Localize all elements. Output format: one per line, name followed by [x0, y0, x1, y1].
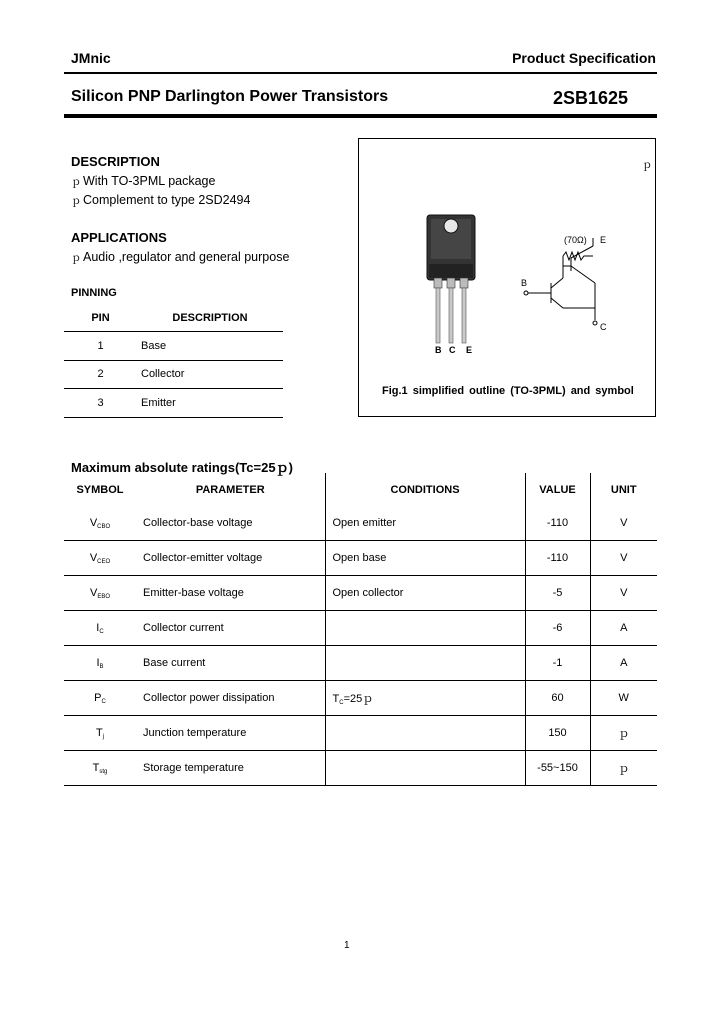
collector-terminal-icon — [593, 321, 597, 325]
pin-column-header: PIN — [64, 304, 137, 332]
rating-value: -110 — [525, 541, 590, 576]
symbol-emitter-label: E — [600, 235, 607, 245]
rating-unit: A — [590, 646, 657, 681]
pin-number: 2 — [64, 360, 137, 389]
rating-symbol: $V_{CBO}$ — [64, 506, 136, 541]
ratings-title: Maximum absolute ratings(Tc=25ｐ) — [71, 460, 293, 475]
header-divider — [64, 72, 657, 74]
bullet-icon: ｐ — [71, 253, 81, 264]
ratings-header-row — [64, 473, 657, 506]
symbol-base-label: B — [521, 278, 528, 288]
title-divider — [64, 114, 657, 118]
rating-unit: ｐ — [590, 751, 657, 786]
parameter-column-header: PARAMETER — [195, 483, 265, 496]
rating-value: 150 — [525, 716, 590, 751]
rating-value: 60 — [525, 681, 590, 716]
rating-unit: ｐ — [590, 716, 657, 751]
rating-symbol: $I_C$ — [64, 611, 136, 646]
ratings-table — [64, 473, 657, 786]
rating-conditions: Open collector — [325, 576, 525, 611]
table-row — [64, 360, 283, 389]
rating-unit: V — [590, 541, 657, 576]
rating-value: -110 — [525, 506, 590, 541]
pin-number: 3 — [64, 389, 137, 418]
pin-number: 1 — [64, 332, 137, 361]
rating-parameter: Collector-emitter voltage — [136, 541, 325, 576]
value-column-header: VALUE — [525, 473, 590, 506]
rating-symbol: $V_{EBO}$ — [64, 576, 136, 611]
rating-symbol: $T_j$ — [64, 716, 136, 751]
rating-conditions — [325, 751, 525, 786]
package-pin-label: C — [449, 345, 456, 355]
applications-heading: APPLICATIONS — [71, 230, 167, 245]
bullet-icon: ｐ — [71, 196, 81, 207]
table-row — [64, 681, 657, 716]
rating-parameter: Emitter-base voltage — [136, 576, 325, 611]
table-row — [64, 506, 657, 541]
rating-unit: A — [590, 611, 657, 646]
package-pin-label: E — [466, 345, 473, 355]
table-row — [64, 646, 657, 681]
figure-caption: Fig.1 simplified outline (TO-3PML) and symbol — [382, 385, 634, 397]
description-item: ｐ Complement to type 2SD2494 — [71, 193, 251, 207]
table-row — [64, 751, 657, 786]
description-heading: DESCRIPTION — [71, 154, 160, 169]
rating-unit: V — [590, 506, 657, 541]
symbol-column-header: SYMBOL — [76, 483, 124, 496]
table-row — [64, 541, 657, 576]
rating-conditions: $T_C=25p$ — [325, 681, 525, 716]
rating-parameter: Collector-base voltage — [136, 506, 325, 541]
symbol-collector-label: C — [600, 322, 607, 332]
rating-symbol: $P_C$ — [64, 681, 136, 716]
pinning-table — [64, 304, 283, 418]
rating-unit: V — [590, 576, 657, 611]
applications-item: ｐ Audio ,regulator and general purpose — [71, 250, 290, 264]
package-pin-label: B — [435, 345, 442, 355]
rating-parameter: Storage temperature — [136, 751, 325, 786]
pin-description: Collector — [137, 360, 283, 389]
rating-conditions: Open emitter — [325, 506, 525, 541]
resistor-value-label: (70Ω) — [564, 235, 587, 245]
rating-symbol: $V_{CEO}$ — [64, 541, 136, 576]
base-terminal-icon — [524, 291, 528, 295]
table-row — [64, 576, 657, 611]
rating-parameter: Base current — [136, 646, 325, 681]
rating-value: -5 — [525, 576, 590, 611]
table-row — [64, 716, 657, 751]
table-row — [64, 611, 657, 646]
rating-conditions — [325, 646, 525, 681]
pinning-heading: PINNING — [71, 287, 117, 299]
table-row — [64, 332, 283, 361]
rating-value: -6 — [525, 611, 590, 646]
pin-description: Base — [137, 332, 283, 361]
pinning-header-row — [64, 304, 283, 332]
pin-description-column-header: DESCRIPTION — [137, 304, 283, 332]
rating-parameter: Junction temperature — [136, 716, 325, 751]
unit-column-header: UNIT — [590, 473, 657, 506]
rating-conditions — [325, 716, 525, 751]
rating-parameter: Collector current — [136, 611, 325, 646]
figure-corner-mark: ｐ — [642, 160, 652, 171]
page-number: 1 — [344, 940, 350, 951]
conditions-column-header: CONDITIONS — [325, 473, 525, 506]
pin-description: Emitter — [137, 389, 283, 418]
rating-symbol: $I_B$ — [64, 646, 136, 681]
rating-value: -55~150 — [525, 751, 590, 786]
description-item: ｐ With TO-3PML package — [71, 174, 216, 188]
company-name: JMnic — [71, 50, 111, 66]
document-type: Product Specification — [512, 50, 656, 66]
rating-parameter: Collector power dissipation — [136, 681, 325, 716]
rating-symbol: $T_{stg}$ — [64, 751, 136, 786]
rating-unit: W — [590, 681, 657, 716]
to3pml-package-icon — [427, 215, 475, 343]
table-row — [64, 389, 283, 418]
darlington-symbol-icon — [528, 238, 595, 320]
bullet-icon: ｐ — [71, 177, 81, 188]
rating-conditions — [325, 611, 525, 646]
rating-conditions: Open base — [325, 541, 525, 576]
rating-value: -1 — [525, 646, 590, 681]
part-number: 2SB1625 — [553, 88, 629, 108]
page-title: Silicon PNP Darlington Power Transistors — [71, 88, 389, 105]
figure-drawings — [358, 138, 656, 417]
